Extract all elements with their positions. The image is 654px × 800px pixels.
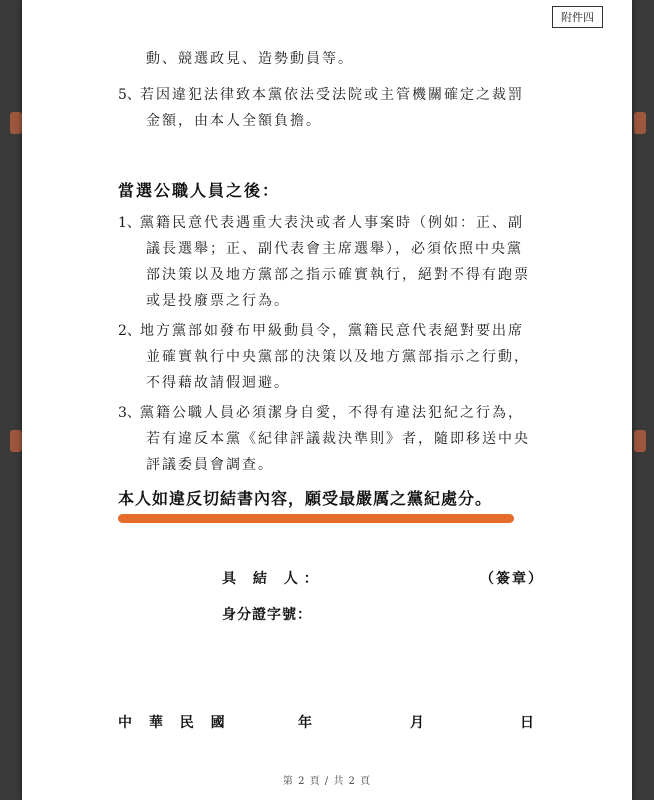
page-footer: 第 2 頁 / 共 2 頁: [282, 776, 372, 787]
item-1-line: 議長選舉；正、副代表會主席選舉），必須依照中央黨: [146, 241, 523, 257]
item-3-line: 黨籍公職人員必須潔身自愛，不得有違法犯紀之行為，: [140, 405, 524, 421]
item-3-line: 評議委員會調查。: [146, 457, 274, 473]
date-day: 日: [520, 715, 540, 731]
highlight-underline: [118, 514, 514, 523]
section-heading: 當選公職人員之後：: [118, 181, 281, 200]
attachment-label: 附件四: [552, 6, 603, 28]
item-2-number: 2、: [118, 323, 141, 339]
item-1-line: 或是投廢票之行為。: [146, 293, 290, 309]
item-2-line: 地方黨部如發布甲級動員令，黨籍民意代表絕對要出席: [140, 323, 524, 339]
item-5-number: 5、: [118, 87, 141, 103]
item-5-line: 金額，由本人全額負擔。: [146, 113, 322, 129]
left-tab-marker: [10, 112, 22, 134]
seal-label: （簽章）: [480, 571, 544, 587]
date-era: 中 華 民 國: [118, 715, 231, 731]
item-1-line: 黨籍民意代表遇重大表決或者人事案時（例如：正、副: [140, 215, 524, 231]
item-3-line: 若有違反本黨《紀律評議裁決準則》者，隨即移送中央: [146, 431, 530, 447]
item-3-number: 3、: [118, 405, 141, 421]
date-year: 年: [298, 715, 318, 731]
item-2-line: 不得藉故請假迴避。: [146, 375, 290, 391]
pledge-statement: 本人如違反切結書內容，願受最嚴厲之黨紀處分。: [118, 489, 493, 508]
item-5-line: 若因違犯法律致本黨依法受法院或主管機關確定之裁罰: [140, 87, 524, 103]
left-tab-marker: [10, 430, 22, 452]
signer-label: 具 結 人：: [222, 571, 324, 587]
right-tab-marker: [634, 112, 646, 134]
id-number-label: 身分證字號：: [222, 607, 312, 623]
item-1-line: 部決策以及地方黨部之指示確實執行，絕對不得有跑票: [146, 267, 530, 283]
document-page: [22, 0, 632, 800]
continuation-line: 動、競選政見、造勢動員等。: [146, 51, 354, 67]
date-month: 月: [410, 715, 430, 731]
item-1-number: 1、: [118, 215, 141, 231]
right-tab-marker: [634, 430, 646, 452]
item-2-line: 並確實執行中央黨部的決策以及地方黨部指示之行動，: [146, 349, 530, 365]
